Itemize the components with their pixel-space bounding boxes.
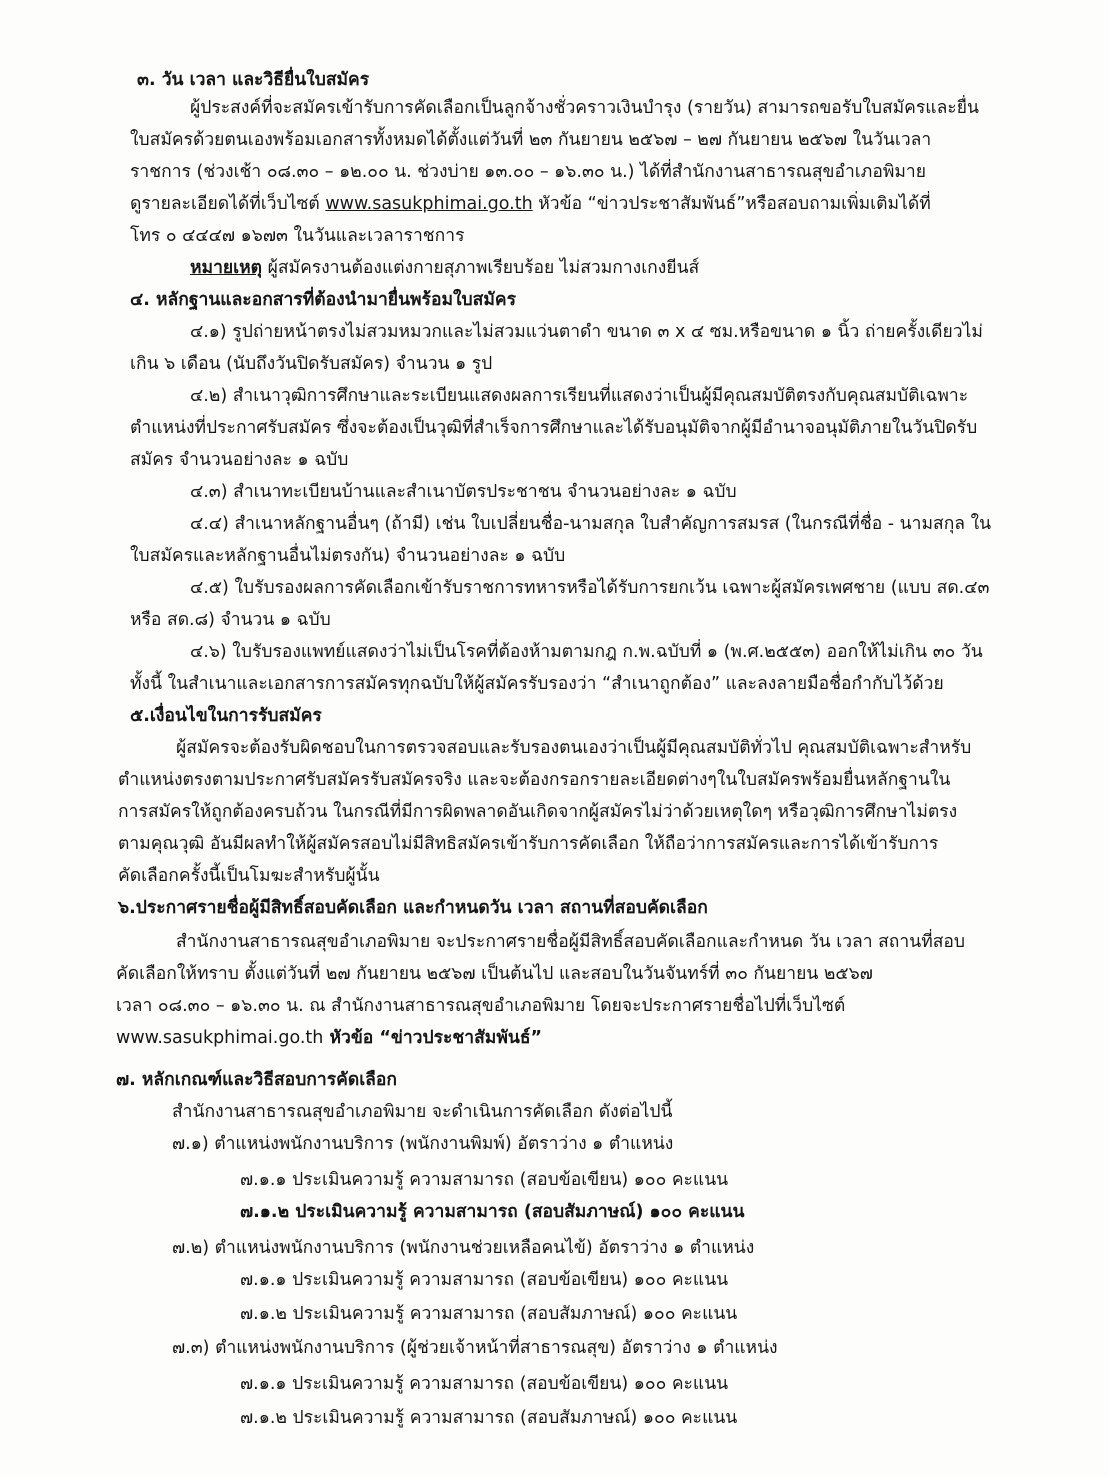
- item-4-4-line-2: ใบสมัครและหลักฐานอื่นไม่ตรงกัน) จำนวนอย่างละ ๑ ฉบับ: [130, 546, 566, 566]
- section-6-line-4-text: หัวข้อ “ข่าวประชาสัมพันธ์”: [323, 1028, 543, 1048]
- position-7-2-interview: ๗.๑.๒ ประเมินความรู้ ความสามารถ (สอบสัมภาษณ์) ๑๐๐ คะแนน: [240, 1304, 738, 1324]
- position-7-3: ๗.๓) ตำแหน่งพนักงานบริการ (ผู้ช่วยเจ้าหน้าที่สาธารณสุข) อัตราว่าง ๑ ตำแหน่ง: [172, 1338, 778, 1358]
- item-4-1-line-1: ๔.๑) รูปถ่ายหน้าตรงไม่สวมหมวกและไม่สวมแว่นตาดำ ขนาด ๓ x ๔ ซม.หรือขนาด ๑ นิ้ว ถ่ายครั้งเดียวไม่: [190, 322, 983, 342]
- position-7-3-interview: ๗.๑.๒ ประเมินความรู้ ความสามารถ (สอบสัมภาษณ์) ๑๐๐ คะแนน: [240, 1408, 738, 1428]
- note-label: หมายเหตุ: [190, 258, 263, 278]
- item-4-6-line-2: ทั้งนี้ ในสำเนาและเอกสารการสมัครทุกฉบับให้ผู้สมัครรับรองว่า “สำเนาถูกต้อง” และลงลายมือชื่อกำกับไว้ด้วย: [130, 674, 944, 694]
- section-7-heading: ๗. หลักเกณฑ์และวิธีสอบการคัดเลือก: [116, 1070, 398, 1090]
- item-4-2-line-3: สมัคร จำนวนอย่างละ ๑ ฉบับ: [130, 450, 349, 470]
- section-5-line-3: การสมัครให้ถูกต้องครบถ้วน ในกรณีที่มีการผิดพลาดอันเกิดจากผู้สมัครไม่ว่าด้วยเหตุใดๆ หรือวุฒิการศึกษาไม่ตรง: [118, 802, 958, 822]
- section-5-heading: ๕.เงื่อนไขในการรับสมัคร: [130, 706, 322, 726]
- position-7-1-written-exam: ๗.๑.๑ ประเมินความรู้ ความสามารถ (สอบข้อเขียน) ๑๐๐ คะแนน: [240, 1170, 729, 1190]
- website-link[interactable]: www.sasukphimai.go.th: [325, 194, 533, 214]
- section-3-line-2: ใบสมัครด้วยตนเองพร้อมเอกสารทั้งหมดได้ตั้งแต่วันที่ ๒๓ กันยายน ๒๕๖๗ – ๒๗ กันยายน ๒๕๖๗ ในวันเวลา: [130, 130, 932, 150]
- item-4-3: ๔.๓) สำเนาทะเบียนบ้านและสำเนาบัตรประชาชน จำนวนอย่างละ ๑ ฉบับ: [190, 482, 737, 502]
- position-7-1: ๗.๑) ตำแหน่งพนักงานบริการ (พนักงานพิมพ์) อัตราว่าง ๑ ตำแหน่ง: [172, 1134, 674, 1154]
- section-3-line-1: ผู้ประสงค์ที่จะสมัครเข้ารับการคัดเลือกเป็นลูกจ้างชั่วคราวเงินบำรุง (รายวัน) สามารถขอรับใบสมัครและยื่น: [190, 98, 979, 118]
- section-7-intro: สำนักงานสาธารณสุขอำเภอพิมาย จะดำเนินการคัดเลือก ดังต่อไปนี้: [172, 1102, 673, 1122]
- position-7-2: ๗.๒) ตำแหน่งพนักงานบริการ (พนักงานช่วยเหลือคนไข้) อัตราว่าง ๑ ตำแหน่ง: [172, 1238, 755, 1258]
- section-3-heading: ๓. วัน เวลา และวิธียื่นใบสมัคร: [137, 70, 370, 90]
- item-4-2-line-2: ตำแหน่งที่ประกาศรับสมัคร ซึ่งจะต้องเป็นวุฒิที่สำเร็จการศึกษาและได้รับอนุมัติจากผู้มีอำนาจอนุมัติภายในวันปิดรับ: [130, 418, 978, 438]
- item-4-5-line-2: หรือ สด.๘) จำนวน ๑ ฉบับ: [130, 610, 331, 630]
- item-4-4-line-1: ๔.๔) สำเนาหลักฐานอื่นๆ (ถ้ามี) เช่น ใบเปลี่ยนชื่อ-นามสกุล ใบสำคัญการสมรส (ในกรณีที่ชื่อ - นามสกุล ใน: [190, 514, 992, 534]
- section-3-line-4-text-b: หัวข้อ “ข่าวประชาสัมพันธ์”หรือสอบถามเพิ่มเติมได้ที่: [532, 194, 931, 214]
- section-3-line-4: [130, 192, 931, 216]
- section-3-line-4-text-a: ดูรายละเอียดได้ที่เว็บไซต์: [130, 194, 326, 214]
- position-7-2-written-exam: ๗.๑.๑ ประเมินความรู้ ความสามารถ (สอบข้อเขียน) ๑๐๐ คะแนน: [240, 1270, 729, 1290]
- note-text: ผู้สมัครงานต้องแต่งกายสุภาพเรียบร้อย ไม่สวมกางเกงยีนส์: [262, 258, 700, 278]
- item-4-6-line-1: ๔.๖) ใบรับรองแพทย์แสดงว่าไม่เป็นโรคที่ต้องห้ามตามกฎ ก.พ.ฉบับที่ ๑ (พ.ศ.๒๕๕๓) ออกให้ไม่เกิน ๓๐ วัน: [190, 642, 983, 662]
- section-5-line-5: คัดเลือกครั้งนี้เป็นโมฆะสำหรับผู้นั้น: [118, 866, 380, 886]
- section-3-line-3: ราชการ (ช่วงเช้า ๐๘.๓๐ – ๑๒.๐๐ น. ช่วงบ่าย ๑๓.๐๐ – ๑๖.๓๐ น.) ได้ที่สำนักงานสาธารณสุขอำเภอพิมาย: [130, 162, 926, 182]
- section-5-line-4: ตามคุณวุฒิ อันมีผลทำให้ผู้สมัครสอบไม่มีสิทธิสมัครเข้ารับการคัดเลือก ให้ถือว่าการสมัครและการได้เข้ารับการ: [118, 834, 939, 854]
- section-3-line-5: โทร ๐ ๔๔๔๗ ๑๖๗๓ ในวันและเวลาราชการ: [130, 226, 465, 246]
- item-4-1-line-2: เกิน ๖ เดือน (นับถึงวันปิดรับสมัคร) จำนวน ๑ รูป: [130, 354, 493, 374]
- position-7-1-interview: ๗.๑.๒ ประเมินความรู้ ความสามารถ (สอบสัมภาษณ์) ๑๐๐ คะแนน: [240, 1202, 745, 1222]
- section-3-note: [190, 256, 699, 280]
- section-4-heading: ๔. หลักฐานและอกสารที่ต้องนำมายื่นพร้อมใบสมัคร: [130, 290, 516, 310]
- section-5-line-2: ตำแหน่งตรงตามประกาศรับสมัครรับสมัครจริง และจะต้องกรอกรายละเอียดต่างๆในใบสมัครพร้อมยื่นหลักฐานใน: [118, 770, 951, 790]
- item-4-5-line-1: ๔.๕) ใบรับรองผลการคัดเลือกเข้ารับราชการทหารหรือได้รับการยกเว้น เฉพาะผู้สมัครเพศชาย (แบบ สด.๔๓: [190, 578, 990, 598]
- section-6-line-1: สำนักงานสาธารณสุขอำเภอพิมาย จะประกาศรายชื่อผู้มีสิทธิ์สอบคัดเลือกและกำหนด วัน เวลา สถานที่สอบ: [176, 932, 966, 952]
- website-text[interactable]: www.sasukphimai.go.th: [116, 1028, 324, 1048]
- position-7-3-written-exam: ๗.๑.๑ ประเมินความรู้ ความสามารถ (สอบข้อเขียน) ๑๐๐ คะแนน: [240, 1374, 729, 1394]
- section-6-line-2: คัดเลือกให้ทราบ ตั้งแต่วันที่ ๒๗ กันยายน ๒๕๖๗ เป็นต้นไป และสอบในวันจันทร์ที่ ๓๐ กันยายน ๒๕๖๗: [116, 964, 873, 984]
- section-6-line-3: เวลา ๐๘.๓๐ – ๑๖.๓๐ น. ณ สำนักงานสาธารณสุขอำเภอพิมาย โดยจะประกาศรายชื่อไปที่เว็บไซต์: [116, 996, 846, 1016]
- section-6-heading: ๖.ประกาศรายชื่อผู้มีสิทธิ์สอบคัดเลือก และกำหนดวัน เวลา สถานที่สอบคัดเลือก: [118, 898, 708, 918]
- item-4-2-line-1: ๔.๒) สำเนาวุฒิการศึกษาและระเบียนแสดงผลการเรียนที่แสดงว่าเป็นผู้มีคุณสมบัติตรงกับคุณสมบัติเฉพาะ: [190, 386, 969, 406]
- section-5-line-1: ผู้สมัครจะต้องรับผิดชอบในการตรวจสอบและรับรองตนเองว่าเป็นผู้มีคุณสมบัติทั่วไป คุณสมบัติเฉพาะสำหรับ: [176, 738, 972, 758]
- section-6-line-4: [116, 1026, 542, 1050]
